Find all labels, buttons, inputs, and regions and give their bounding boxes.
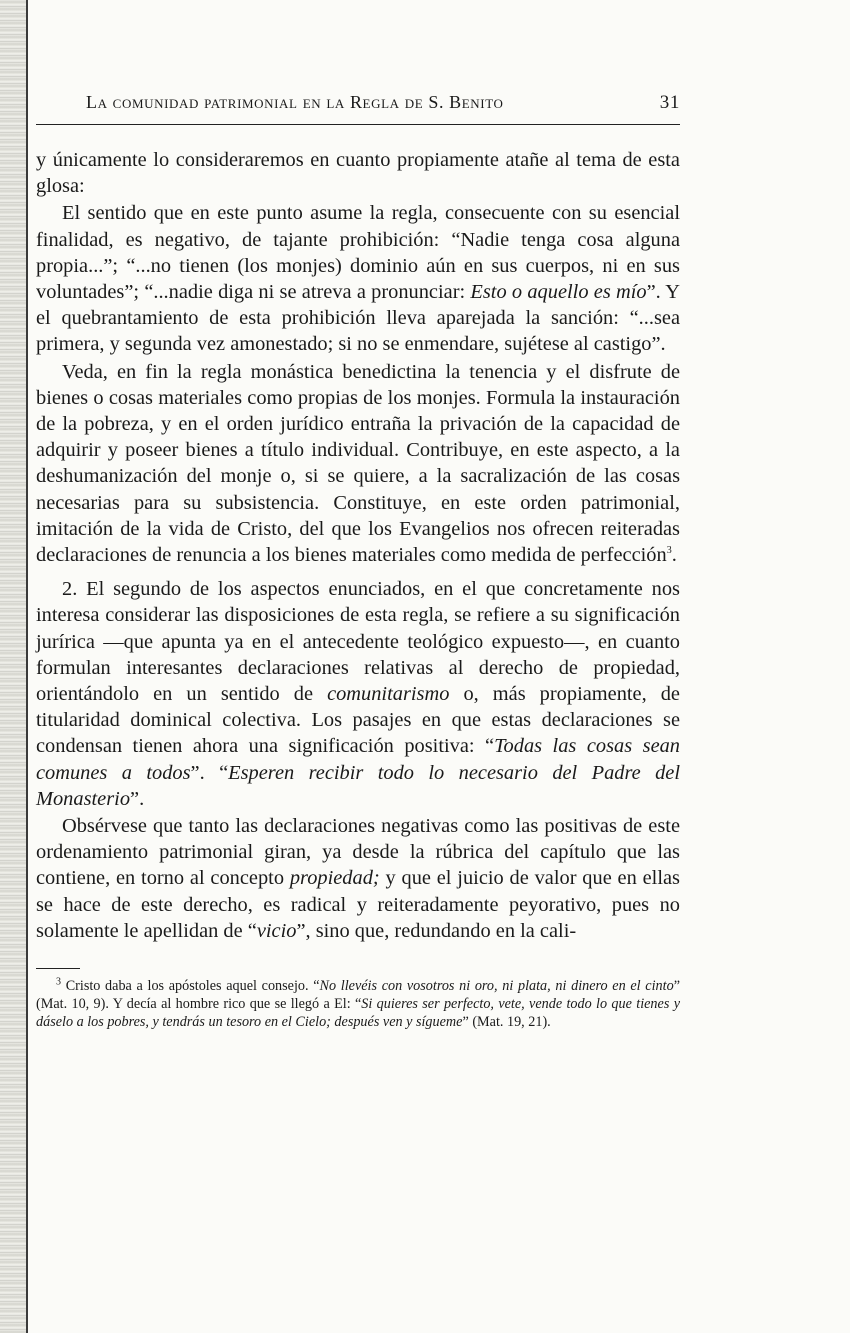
footnote-marker: 3 (666, 545, 672, 557)
italic-run: Todas las cosas sean comunes a todos (36, 735, 681, 784)
text-run: o, más propiamente, de titularidad dominical colectiva. Los pasajes en que estas declaraciones se condensan tienen ahora una significación positiva: “ (36, 683, 680, 758)
paragraph (36, 813, 680, 944)
paragraph (36, 359, 680, 569)
running-title: La comunidad patrimonial en la Regla de S. Benito (86, 92, 504, 112)
paragraph (36, 147, 680, 199)
italic-run: Si quieres ser perfecto, vete, vende todo lo que tienes y dáselo a los pobres, y tendrás un tesoro en el Cielo; después ven y sígueme (36, 996, 680, 1031)
text-run: Veda, en fin la regla monástica benedictina la tenencia y el disfrute de bienes o cosas materiales como propias de los monjes. Formula la instauración de la pobreza, y en el orden jurídico entraña la privación de la capacidad de adquirir y poseer bienes a título individual. Contribuye, en este aspecto, a la deshumanización del monje o, si se quiere, a la sacralización de las cosas necesarias para su subsistencia. Constituye, en este orden patrimonial, imitación de la vida de Cristo, del que los Evangelios nos ofrecen reiteradas declaraciones de renuncia a los bienes materiales como medida de perfección (36, 360, 680, 567)
footnote-marker: 3 (56, 976, 61, 988)
text-run: ” (Mat. 19, 21). (462, 1014, 551, 1031)
book-binding-edge (0, 0, 28, 1333)
body-text (36, 147, 680, 944)
footnote (36, 977, 680, 1031)
running-header (36, 92, 680, 125)
italic-run: Esto o aquello es mío (470, 281, 647, 304)
text-run: y que el juicio de valor que en ellas se hace de este derecho, es radical y reiteradamente peyorativo, pues no solamente le apellidan de “ (36, 867, 680, 942)
text-run: . (671, 544, 677, 567)
italic-run: No llevéis con vosotros ni oro, ni plata, ni dinero en el cinto (319, 978, 674, 995)
italic-run: comunitarismo (327, 683, 450, 706)
text-run: y únicamente lo consideraremos en cuanto propiamente atañe al tema de esta glosa: (36, 149, 680, 198)
text-run: ”. “ (190, 761, 229, 784)
text-run: ” (Mat. 10, 9). Y decía al hombre rico que se llegó a El: “ (36, 978, 680, 1013)
text-run: ”, sino que, redundando en la cali- (296, 919, 577, 942)
text-run: ”. Y el quebrantamiento de esta prohibición lleva aparejada la sanción: “...sea primera, y segunda vez amonestado; si no se enmendare, sujétese al castigo”. (36, 281, 680, 356)
text-run: 2. El segundo de los aspectos enunciados, en el que concretamente nos interesa considerar las disposiciones de esta regla, se refiere a su significación jurírica —que apunta ya en el antecedente teológico expuesto—, en cuanto formulan interesantes declaraciones relativas al derecho de propiedad, orientándolo en un sentido de (36, 578, 680, 706)
italic-run: Esperen recibir todo lo necesario del Padre del Monasterio (36, 761, 681, 810)
paragraph (36, 200, 680, 357)
italic-run: vicio (256, 919, 297, 942)
paragraph (36, 576, 680, 812)
text-run: Cristo daba a los apóstoles aquel consejo. “ (61, 978, 320, 995)
page-number: 31 (659, 92, 680, 113)
book-page (36, 92, 680, 1031)
text-run: Obsérvese que tanto las declaraciones negativas como las positivas de este ordenamiento patrimonial giran, ya desde la rúbrica del capítulo que las contiene, en torno al concepto (36, 815, 680, 890)
text-run: ”. (130, 787, 145, 810)
italic-run: propiedad; (289, 867, 380, 890)
footnote-rule (36, 968, 80, 969)
text-run: El sentido que en este punto asume la regla, consecuente con su esencial finalidad, es negativo, de tajante prohibición: “Nadie tenga cosa alguna propia...”; “...no tienen (los monjes) dominio aún en sus cuerpos, ni en sus voluntades”; “...nadie diga ni se atreva a pronunciar: (36, 202, 680, 304)
